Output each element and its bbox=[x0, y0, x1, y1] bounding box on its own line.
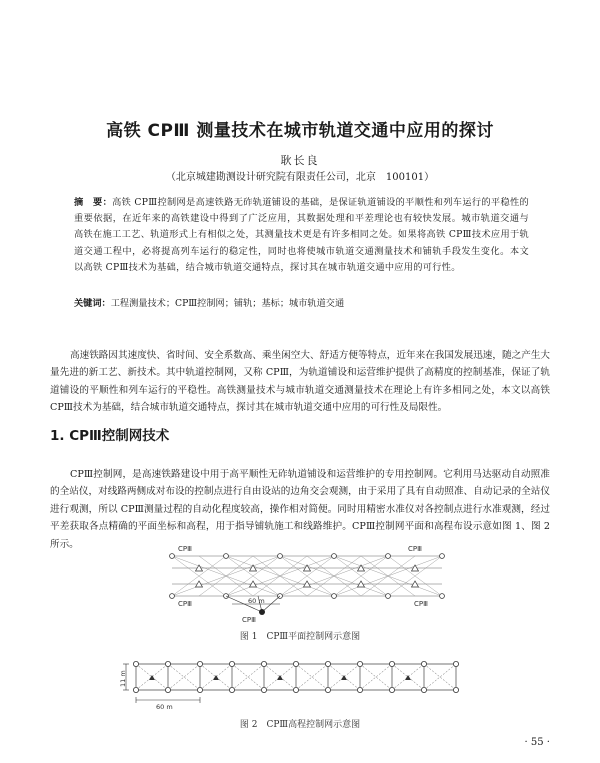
station-point-icon bbox=[259, 609, 265, 615]
fig1-label-cp3-top-left: CPⅢ bbox=[178, 545, 192, 553]
section1-paragraph: CPⅢ控制网，是高速铁路建设中用于高平顺性无砟轨道铺设和运营维护的专用控制网。它利用马达驱动自动照准的全站仪，对线路两侧成对布设的控制点进行自由设站的边角交会观测，由于采用了具有自动照准、自动记录的全站仪进行观测，所以 CPⅢ测量过程的自动化程度较高，操作相对简便。同时用精密水准仪对各控制点进行水准观测，经过平差获取各点精确的平面坐标和高程，用于指导铺轨施工和线路维护。CPⅢ控制网平面和高程布设示意如图 1、图 2 所示。 bbox=[50, 469, 550, 550]
fig2-label-spacing: 60 m bbox=[156, 703, 173, 711]
author-affiliation: （北京城建勘测设计研究院有限责任公司，北京 100101） bbox=[165, 172, 435, 183]
fig1-label-spacing: 60 m bbox=[248, 597, 265, 605]
fig1-label-cp3-top-right: CPⅢ bbox=[408, 545, 422, 553]
abstract-text: 高铁 CPⅢ控制网是高速铁路无砟轨道铺设的基础，是保证轨道铺设的平顺性和列车运行的平稳性的重要依据，在近年来的高铁建设中得到了广泛应用，其数据处理和平差理论也有较快发展。城市轨道交通与高铁在施工工艺、轨道形式上有相似之处，其测量技术更是有许多相同之处。如果将高铁 CPⅢ技术应用于轨道交通工程中，必将提高列车运行的稳定性，同时也将使城市轨道交通测量技术和铺轨手段发生变化。本文以高铁 CPⅢ技术为基础，结合城市轨道交通特点，探讨其在城市轨道交通中应用的可行性。 bbox=[74, 197, 529, 273]
keywords-text: 工程测量技术；CPⅢ控制网；铺轨；基标；城市轨道交通 bbox=[110, 298, 345, 309]
fig1-label-cp3-bottom-right: CPⅢ bbox=[414, 600, 428, 608]
fig1-label-cp3-station: CPⅢ bbox=[242, 616, 256, 624]
figure1-caption: 图 1 CPⅢ平面控制网示意图 bbox=[239, 632, 361, 642]
abstract-label: 摘 要： bbox=[74, 197, 113, 208]
paper-title: 高铁 CPⅢ 测量技术在城市轨道交通中应用的探讨 bbox=[106, 121, 494, 141]
figure1-plane-network bbox=[162, 540, 452, 626]
figure2-elevation-network bbox=[118, 656, 480, 714]
intro-paragraph: 高速铁路因其速度快、省时间、安全系数高、乘坐闲空大、舒适方便等特点，近年来在我国发展迅速，随之产生大量先进的新工艺、新技术。其中轨道控制网，又称 CPⅢ，为轨道铺设和运营维护提供了高精度的控制基准，保证了轨道铺设的平顺性和列车运行的平稳性。高铁测量技术与城市轨道交通测量技术在理论上有许多相同之处，本文以高铁 CPⅢ技术为基础，结合城市轨道交通特点，探讨其在城市轨道交通中应用的可行性及局限性。 bbox=[50, 350, 550, 414]
section-heading: 1. CPⅢ控制网技术 bbox=[50, 428, 170, 444]
keywords bbox=[74, 296, 529, 312]
figure2-caption: 图 2 CPⅢ高程控制网示意图 bbox=[239, 720, 361, 730]
keywords-label: 关键词： bbox=[74, 298, 111, 309]
author-name: 耿长良 bbox=[280, 154, 320, 167]
fig2-label-width: 11 m bbox=[119, 670, 127, 687]
fig1-label-cp3-bottom-left: CPⅢ bbox=[178, 600, 192, 608]
abstract bbox=[74, 195, 529, 276]
page-number: · 55 · bbox=[524, 737, 550, 748]
